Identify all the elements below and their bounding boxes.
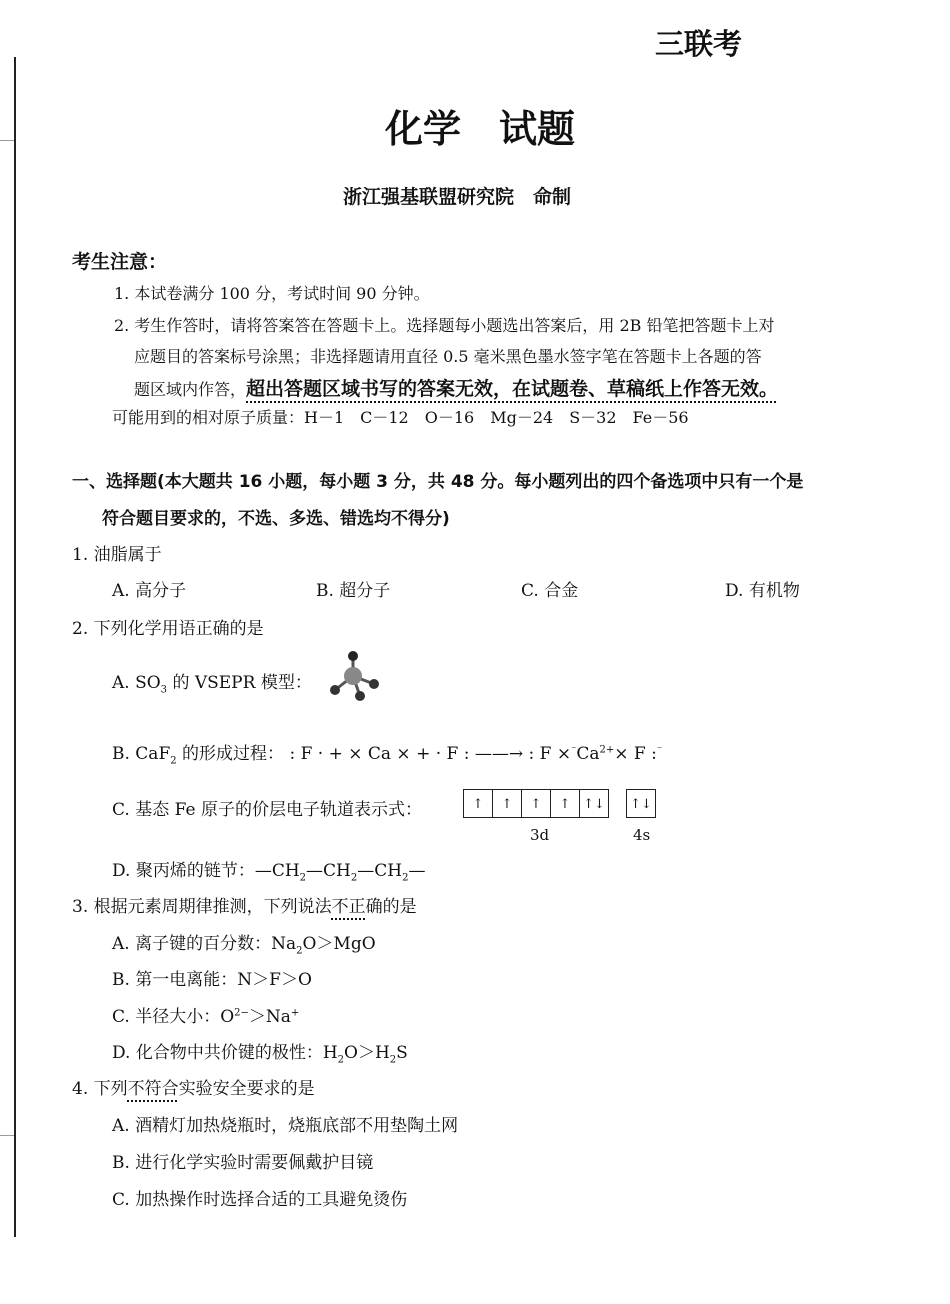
q2-b-neg-2: ⁻ xyxy=(656,744,663,756)
q2-a-suffix: 的 VSEPR 模型： xyxy=(167,673,312,693)
q3-a-prefix: A. 离子键的百分数：Na xyxy=(112,934,297,954)
q2-d-sub-1: 2 xyxy=(299,872,307,884)
q2-option-a xyxy=(112,668,312,695)
q3-stem-suffix: 确的是 xyxy=(365,897,417,917)
q2-d-suffix: — xyxy=(408,861,426,881)
q3-option-d xyxy=(112,1038,408,1065)
q2-a-prefix: A. SO xyxy=(112,673,161,693)
q2-d-sub-2: 2 xyxy=(350,872,358,884)
organizer: 浙江强基联盟研究院 命制 xyxy=(343,186,572,208)
q2-d-prefix: D. 聚丙烯的链节：—CH xyxy=(112,861,300,881)
4s-orbital-box-1: ↑↓ xyxy=(626,789,655,818)
q3-option-c xyxy=(112,1002,299,1027)
q1-option-c: C. 合金 xyxy=(521,581,579,601)
notice-item-1: 1. 本试卷满分 100 分，考试时间 90 分钟。 xyxy=(114,284,430,303)
3d-orbital-box-4: ↑ xyxy=(550,789,579,818)
q4-option-a: A. 酒精灯加热烧瓶时，烧瓶底部不用垫陶土网 xyxy=(112,1116,459,1136)
orbital-4s-boxes xyxy=(626,789,656,818)
q3-option-b: B. 第一电离能：N＞F＞O xyxy=(112,970,312,990)
q3-c-mid: ＞Na xyxy=(248,1007,291,1027)
section-1-heading-line-2: 符合题目要求的，不选、多选、错选均不得分) xyxy=(102,509,450,529)
q1-option-a: A. 高分子 xyxy=(112,581,187,601)
q2-b-prefix: B. CaF xyxy=(112,744,171,764)
q4-stem-suffix: 实验安全要求的是 xyxy=(178,1079,315,1099)
q3-d-mid: O＞H xyxy=(344,1043,390,1063)
page-title: 化学 试题 xyxy=(385,106,576,151)
q2-b-equation-right-1: : F × xyxy=(528,744,572,764)
3d-orbital-box-3: ↑ xyxy=(521,789,550,818)
q2-b-ca: Ca xyxy=(576,744,600,764)
q3-a-sub: 2 xyxy=(296,945,303,957)
q3-stem xyxy=(72,892,417,917)
q2-d-mid-1: —CH xyxy=(306,861,351,881)
orbital-3d-boxes xyxy=(463,789,609,818)
q4-stem-emphasis: 不符合 xyxy=(127,1079,179,1099)
q3-d-prefix: D. 化合物中共价键的极性：H xyxy=(112,1043,338,1063)
notice-item-2-line-1: 2. 考生作答时，请将答案答在答题卡上。选择题每小题选出答案后，用 2B 铅笔把答题卡上对 xyxy=(114,316,775,335)
q2-d-sub-3: 2 xyxy=(402,872,409,884)
q2-b-arrow: ——→ xyxy=(474,744,524,764)
q2-d-mid-2: —CH xyxy=(357,861,403,881)
q3-option-a xyxy=(112,929,376,956)
q3-stem-emphasis: 不正 xyxy=(331,897,366,917)
q4-stem xyxy=(72,1074,315,1099)
q1-stem: 1. 油脂属于 xyxy=(72,545,162,565)
q1-option-d: D. 有机物 xyxy=(725,581,800,601)
q2-b-sub: 2 xyxy=(170,755,177,767)
q3-c-prefix: C. 半径大小：O xyxy=(112,1007,235,1027)
binding-margin-line xyxy=(14,57,16,1237)
q2-a-sub: 3 xyxy=(160,684,168,696)
q3-c-sup-1: 2− xyxy=(234,1007,249,1019)
q4-option-b: B. 进行化学实验时需要佩戴护目镜 xyxy=(112,1153,374,1173)
q3-a-suffix: O＞MgO xyxy=(302,934,376,954)
q2-b-suffix: 的形成过程： xyxy=(176,744,285,764)
q2-b-equation-right-2: × F : xyxy=(614,744,657,764)
vsepr-model-image xyxy=(326,650,386,702)
q3-d-suffix: S xyxy=(396,1043,408,1063)
notice-item-2-line-2: 应题目的答案标号涂黑；非选择题请用直径 0.5 毫米黑色墨水签字笔在答题卡上各题的答 xyxy=(134,347,762,366)
notice-heading: 考生注意： xyxy=(72,251,168,273)
notice-item-2-line-3 xyxy=(134,374,778,401)
3d-orbital-box-1: ↑ xyxy=(463,789,492,818)
margin-tick-top xyxy=(0,140,14,141)
q2-b-neg-1: ⁻ xyxy=(571,744,577,756)
orbital-label-3d: 3d xyxy=(530,826,550,844)
q3-d-sub-1: 2 xyxy=(337,1054,345,1066)
q2-option-d xyxy=(112,856,425,883)
q2-stem: 2. 下列化学用语正确的是 xyxy=(72,619,264,639)
orbital-label-4s: 4s xyxy=(633,826,651,844)
q4-stem-prefix: 4. 下列 xyxy=(72,1079,128,1099)
orbital-4s-row xyxy=(626,789,656,818)
q2-option-c: C. 基态 Fe 原子的价层电子轨道表示式： xyxy=(112,800,422,820)
notice-emphasis: 超出答题区域书写的答案无效，在试题卷、草稿纸上作答无效。 xyxy=(246,378,779,400)
margin-tick-bottom xyxy=(0,1135,14,1136)
q2-b-ca-charge: 2+ xyxy=(599,744,615,756)
q2-b-equation-left: : F · + × Ca × + · F : xyxy=(289,744,470,764)
3d-orbital-box-5: ↑↓ xyxy=(579,789,608,818)
orbital-3d-row xyxy=(463,789,609,818)
q3-c-sup-2: + xyxy=(290,1007,300,1019)
exam-name: 三联考 xyxy=(655,27,743,61)
q2-option-b xyxy=(112,739,662,766)
notice-item-2-line-3-prefix: 题区域内作答， xyxy=(134,380,247,399)
3d-orbital-box-2: ↑ xyxy=(492,789,521,818)
q3-stem-prefix: 3. 根据元素周期律推测，下列说法 xyxy=(72,897,332,917)
q3-d-sub-2: 2 xyxy=(389,1054,397,1066)
q4-option-c: C. 加热操作时选择合适的工具避免烫伤 xyxy=(112,1190,408,1210)
section-1-heading-line-1: 一、选择题(本大题共 16 小题，每小题 3 分，共 48 分。每小题列出的四个备选项中只有一个是 xyxy=(72,472,804,492)
q1-option-b: B. 超分子 xyxy=(316,581,391,601)
atomic-masses: 可能用到的相对原子质量：H－1 C－12 O－16 Mg－24 S－32 Fe－56 xyxy=(112,408,689,427)
